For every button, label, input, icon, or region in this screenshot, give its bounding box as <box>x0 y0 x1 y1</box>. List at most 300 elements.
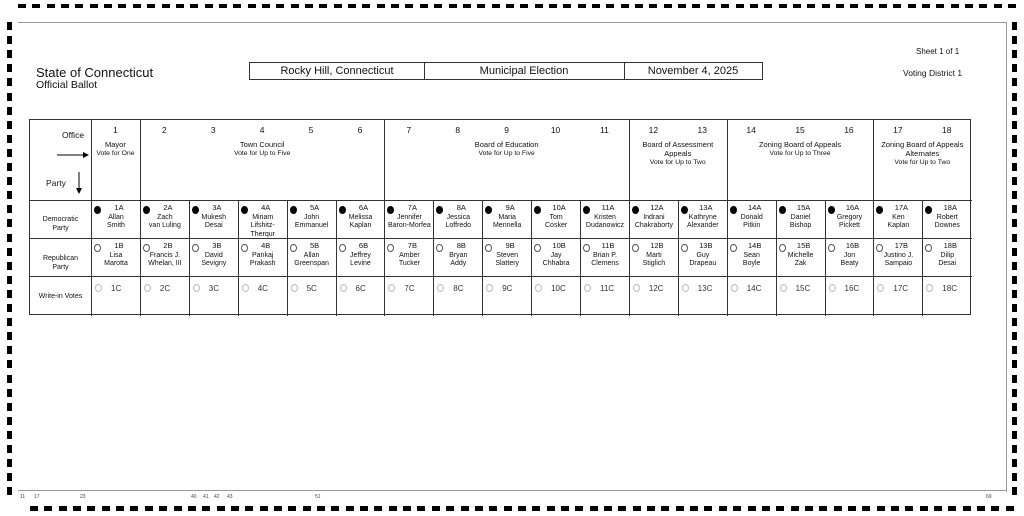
timing-mark <box>836 4 844 8</box>
write-in-code: 6C <box>355 284 366 293</box>
timing-mark <box>1012 234 1017 242</box>
timing-mark <box>73 506 81 511</box>
write-in-code: 14C <box>746 284 762 293</box>
footer-number: 23 <box>80 494 86 500</box>
timing-mark <box>991 506 999 511</box>
timing-mark <box>592 4 600 8</box>
candidate-name-line: Smith <box>107 222 125 229</box>
candidate-democratic <box>630 204 678 231</box>
timing-mark <box>905 506 913 511</box>
column-number: 8 <box>455 125 461 135</box>
row-label-republican: Republican Party <box>42 255 79 271</box>
candidate-code: 6A <box>358 203 369 212</box>
candidate-code: 1B <box>114 241 124 250</box>
timing-mark <box>190 4 198 8</box>
candidate-name-line: Jon <box>843 251 856 259</box>
write-in-oval[interactable] <box>340 284 347 292</box>
timing-mark <box>951 4 959 8</box>
vote-instruction: Vote for Up to Five <box>233 150 291 157</box>
candidate-republican <box>826 242 874 269</box>
write-in-code: 3C <box>208 284 220 293</box>
write-in-oval[interactable] <box>486 284 493 292</box>
candidate-democratic <box>581 204 629 231</box>
candidate-name-line: Allan <box>108 213 124 221</box>
timing-mark <box>463 4 471 8</box>
timing-mark <box>7 360 12 368</box>
timing-mark <box>1012 163 1017 171</box>
candidate-name-line: Pitkin <box>743 222 761 229</box>
timing-mark <box>518 506 526 511</box>
candidate-code: 15A <box>796 203 811 212</box>
timing-mark <box>1012 346 1017 354</box>
candidate-name-line: Sampaio <box>884 260 913 267</box>
grid-rule <box>30 200 972 201</box>
candidate-code: 15B <box>796 241 811 250</box>
write-in-oval[interactable] <box>633 284 640 292</box>
candidate-republican <box>679 242 727 269</box>
candidate-code: 2A <box>163 203 173 212</box>
timing-mark <box>7 487 12 495</box>
timing-mark <box>432 506 440 511</box>
timing-mark <box>1012 64 1017 72</box>
timing-mark <box>733 506 741 511</box>
timing-mark <box>205 4 213 8</box>
timing-mark <box>7 346 12 354</box>
candidate-name-line: Allan <box>303 251 320 259</box>
timing-mark <box>1012 417 1017 425</box>
timing-mark <box>118 4 126 8</box>
office-name: Board of Assessment Appeals <box>642 140 714 158</box>
timing-mark <box>7 78 12 86</box>
timing-mark <box>590 506 598 511</box>
write-in-oval[interactable] <box>242 284 249 292</box>
timing-mark <box>1012 149 1017 157</box>
office-title <box>384 140 629 158</box>
timing-mark <box>449 4 457 8</box>
timing-mark <box>7 248 12 256</box>
candidate-name-line: Baron-Morfea <box>387 222 431 229</box>
timing-mark <box>547 506 555 511</box>
candidate-code: 7A <box>407 203 417 212</box>
candidate-name-line: Maria <box>498 213 516 221</box>
write-in-oval[interactable] <box>144 284 151 292</box>
candidate-name-line: Whelan, III <box>148 260 182 267</box>
timing-mark <box>963 506 971 511</box>
timing-mark <box>130 506 138 511</box>
column-number: 18 <box>942 125 952 135</box>
timing-mark <box>779 4 787 8</box>
voting-district: Voting District 1 <box>903 68 963 78</box>
candidate-name-line: David <box>204 251 223 259</box>
write-in-code: 10C <box>551 284 566 293</box>
office-name: Board of Education <box>474 140 539 149</box>
timing-mark <box>1012 473 1017 481</box>
candidate-code: 4B <box>261 241 271 250</box>
timing-mark <box>879 4 887 8</box>
candidate-republican <box>141 242 189 269</box>
timing-mark <box>7 50 12 58</box>
ballot-grid <box>29 119 971 315</box>
candidate-name-line: Ken <box>892 213 905 221</box>
timing-mark <box>231 506 239 511</box>
timing-mark <box>44 506 52 511</box>
candidate-code: 4A <box>261 203 271 212</box>
timing-mark <box>1012 177 1017 185</box>
timing-mark <box>1012 78 1017 86</box>
column-number: 16 <box>844 125 854 135</box>
candidate-code: 10A <box>552 203 566 212</box>
candidate-democratic <box>385 204 433 231</box>
write-in-oval[interactable] <box>388 284 395 292</box>
timing-mark <box>217 506 225 511</box>
office-title <box>873 140 971 167</box>
write-in-code: 8C <box>453 284 464 293</box>
candidate-name-line: Desai <box>938 260 957 267</box>
timing-mark <box>664 4 672 8</box>
column-number: 1 <box>113 125 118 135</box>
timing-mark <box>7 64 12 72</box>
candidate-name-line: Guy <box>696 251 710 259</box>
timing-mark <box>618 506 626 511</box>
candidate-name-line: Jessica <box>446 213 470 221</box>
grid-rule <box>30 238 972 239</box>
candidate-code: 13B <box>699 241 713 250</box>
timing-mark <box>248 4 256 8</box>
write-in-oval[interactable] <box>829 284 836 292</box>
footer-number: 69 <box>986 494 992 500</box>
candidate-code: 8B <box>456 241 466 250</box>
candidate-code: 3A <box>212 203 222 212</box>
timing-mark <box>7 290 12 298</box>
timing-mark <box>1012 22 1017 30</box>
timing-mark <box>1012 36 1017 44</box>
timing-mark <box>504 506 512 511</box>
candidate-name-line: Sean <box>743 251 760 259</box>
timing-mark <box>793 4 801 8</box>
write-in-code: 17C <box>893 284 909 293</box>
timing-mark <box>7 417 12 425</box>
candidate-name-line: Stiglich <box>642 260 666 267</box>
write-in-code: 2C <box>159 284 171 293</box>
timing-mark <box>1012 93 1017 101</box>
timing-mark <box>1012 389 1017 397</box>
candidate-democratic <box>483 204 531 231</box>
timing-mark <box>578 4 586 8</box>
candidate-democratic <box>434 204 482 231</box>
timing-mark <box>736 4 744 8</box>
timing-mark <box>116 506 124 511</box>
write-in-code: 7C <box>404 284 415 293</box>
write-in-code: 16C <box>844 284 860 293</box>
timing-mark <box>7 234 12 242</box>
candidate-republican <box>483 242 531 269</box>
timing-mark <box>346 506 354 511</box>
timing-mark <box>977 506 985 511</box>
timing-mark <box>1006 506 1014 511</box>
timing-mark <box>133 4 141 8</box>
candidate-democratic <box>874 204 922 231</box>
timing-mark <box>202 506 210 511</box>
timing-mark <box>661 506 669 511</box>
timing-mark <box>331 506 339 511</box>
write-in-oval[interactable] <box>95 284 102 292</box>
ballot-type: Official Ballot <box>36 79 98 91</box>
timing-mark <box>1012 248 1017 256</box>
candidate-name-line: Beaty <box>840 260 859 267</box>
candidate-code: 18A <box>943 203 957 212</box>
write-in-oval[interactable] <box>780 284 787 292</box>
candidate-name-line: Melissa <box>348 213 373 221</box>
candidate-name-line: Kaplan <box>349 222 372 229</box>
timing-mark <box>635 4 643 8</box>
write-in-code: 4C <box>257 284 268 293</box>
timing-mark <box>489 506 497 511</box>
timing-mark <box>7 304 12 312</box>
timing-mark <box>948 506 956 511</box>
timing-mark <box>274 506 282 511</box>
page-border <box>18 490 1006 491</box>
candidate-name-line: Cosker <box>545 222 568 229</box>
candidate-republican <box>532 242 580 269</box>
timing-mark <box>87 506 95 511</box>
write-in-oval[interactable] <box>584 284 591 292</box>
timing-mark <box>319 4 327 8</box>
candidate-name-line: Mukesh <box>201 213 227 221</box>
candidate-name-line: Tucker <box>398 260 420 267</box>
candidate-democratic <box>190 204 238 231</box>
timing-mark <box>461 506 469 511</box>
column-number: 3 <box>210 125 216 135</box>
timing-mark <box>75 4 83 8</box>
candidate-code: 6B <box>358 241 369 250</box>
candidate-name-line: Kathryne <box>688 213 717 221</box>
candidate-name-line: Pankaj <box>251 251 274 259</box>
column-number: 4 <box>259 125 265 135</box>
write-in-code: 9C <box>502 284 513 293</box>
candidate-name-line: van Luling <box>148 222 181 229</box>
timing-mark <box>59 506 67 511</box>
timing-mark <box>1012 403 1017 411</box>
footer-number: 42 <box>214 494 220 500</box>
timing-mark <box>7 36 12 44</box>
footer-number: 41 <box>203 494 209 500</box>
column-number: 7 <box>406 125 412 135</box>
candidate-name-line: Emmanuel <box>294 222 329 229</box>
timing-mark <box>90 4 98 8</box>
timing-mark <box>1012 135 1017 143</box>
timing-mark <box>477 4 485 8</box>
candidate-republican <box>288 242 336 269</box>
timing-mark <box>7 473 12 481</box>
timing-mark <box>260 506 268 511</box>
timing-mark <box>377 4 385 8</box>
write-in-oval[interactable] <box>926 284 933 292</box>
candidate-name-line: Tom <box>549 213 563 221</box>
candidate-code: 5B <box>310 241 320 250</box>
timing-mark <box>7 177 12 185</box>
candidate-name-line: Addy <box>450 260 467 267</box>
write-in-code: 5C <box>306 284 317 293</box>
timing-mark <box>374 506 382 511</box>
write-in-oval[interactable] <box>535 284 542 292</box>
write-in-oval[interactable] <box>682 284 689 292</box>
candidate-code: 16A <box>845 203 860 212</box>
timing-mark <box>621 4 629 8</box>
column-number: 15 <box>795 125 805 135</box>
timing-mark <box>704 506 712 511</box>
candidate-name-line: Boyle <box>742 260 761 267</box>
sheet-number: Sheet 1 of 1 <box>916 47 960 56</box>
candidate-republican <box>630 242 678 269</box>
write-in-oval[interactable] <box>877 284 884 292</box>
candidate-name-line: Amber <box>399 251 420 259</box>
candidate-democratic <box>728 204 776 231</box>
timing-mark <box>475 506 483 511</box>
candidate-democratic <box>239 204 287 239</box>
timing-mark <box>7 318 12 326</box>
timing-mark <box>1008 4 1016 8</box>
timing-mark <box>1012 487 1017 495</box>
office-title <box>140 140 385 158</box>
timing-mark <box>434 4 442 8</box>
timing-mark <box>389 506 397 511</box>
candidate-code: 8A <box>456 203 466 212</box>
timing-mark <box>965 4 973 8</box>
timing-mark <box>7 262 12 270</box>
timing-mark <box>492 4 500 8</box>
row-label-democratic: Democratic Party <box>42 216 79 232</box>
candidate-name-line: Lisa <box>109 251 123 259</box>
candidate-democratic <box>532 204 580 231</box>
timing-mark <box>848 506 856 511</box>
candidate-name-line: Zak <box>794 260 807 267</box>
candidate-name-line: Miriam <box>252 213 274 221</box>
timing-mark <box>405 4 413 8</box>
party-label: Party <box>46 178 66 188</box>
timing-mark <box>403 506 411 511</box>
write-in-oval[interactable] <box>193 284 200 292</box>
grid-rule <box>30 276 972 277</box>
candidate-republican <box>385 242 433 269</box>
office-name-line2: Alternates <box>905 149 940 158</box>
candidate-democratic <box>141 204 189 231</box>
write-in-oval[interactable] <box>731 284 738 292</box>
candidate-code: 12B <box>650 241 664 250</box>
timing-mark <box>7 389 12 397</box>
timing-mark <box>7 332 12 340</box>
column-number: 13 <box>697 125 707 135</box>
timing-mark <box>807 4 815 8</box>
candidate-republican <box>92 242 140 269</box>
page-border <box>1006 22 1007 492</box>
timing-mark <box>1012 332 1017 340</box>
timing-mark <box>334 4 342 8</box>
office-title <box>727 140 874 158</box>
write-in-oval[interactable] <box>437 284 444 292</box>
page-border <box>18 22 1006 23</box>
office-title <box>629 140 727 167</box>
candidate-name-line: Donald <box>740 213 763 221</box>
candidate-name-line: Drapeau <box>689 260 717 267</box>
timing-mark <box>850 4 858 8</box>
timing-mark <box>690 506 698 511</box>
election-box: Municipal Election <box>424 62 625 80</box>
timing-mark <box>791 506 799 511</box>
column-number: 5 <box>308 125 314 135</box>
office-label: Office <box>62 130 85 140</box>
timing-mark <box>145 506 153 511</box>
timing-mark <box>819 506 827 511</box>
timing-mark <box>1012 459 1017 467</box>
column-number: 12 <box>648 125 659 135</box>
timing-mark <box>1012 50 1017 58</box>
timing-mark <box>1012 304 1017 312</box>
timing-mark <box>649 4 657 8</box>
timing-mark <box>188 506 196 511</box>
timing-mark <box>549 4 557 8</box>
candidate-republican <box>728 242 776 269</box>
candidate-name-line: Robert <box>936 213 958 221</box>
candidate-name-line: Jay <box>550 251 562 259</box>
timing-mark <box>303 506 311 511</box>
write-in-code: 11C <box>600 284 615 293</box>
timing-mark <box>32 4 40 8</box>
candidate-name-line: Jennifer <box>396 213 422 221</box>
candidate-name-line: Kaplan <box>887 222 910 229</box>
column-number: 6 <box>357 125 363 135</box>
candidate-republican <box>239 242 287 269</box>
candidate-republican <box>190 242 238 269</box>
timing-mark <box>891 506 899 511</box>
state-title: State of Connecticut <box>36 65 154 80</box>
timing-mark <box>676 506 684 511</box>
candidate-code: 17B <box>894 241 909 250</box>
candidate-name-line: Lifshitz-Therqur <box>250 222 275 238</box>
candidate-code: 13A <box>699 203 713 212</box>
timing-mark <box>908 4 916 8</box>
office-title <box>91 140 140 158</box>
footer-number: 11 <box>20 494 26 500</box>
write-in-code: 1C <box>111 284 122 293</box>
timing-mark <box>1012 360 1017 368</box>
timing-mark <box>1012 431 1017 439</box>
timing-mark <box>520 4 528 8</box>
timing-mark <box>678 4 686 8</box>
timing-mark <box>692 4 700 8</box>
timing-mark <box>934 506 942 511</box>
timing-mark <box>1012 445 1017 453</box>
write-in-code: 12C <box>648 284 664 293</box>
candidate-name-line: Marti <box>646 251 662 259</box>
candidate-name-line: Jeffrey <box>350 251 371 259</box>
timing-mark <box>348 4 356 8</box>
footer-number: 17 <box>34 494 40 500</box>
down-arrow-icon <box>75 172 83 194</box>
candidate-name-line: Brian P. <box>593 251 617 259</box>
timing-mark <box>305 4 313 8</box>
candidate-code: 9B <box>505 241 515 250</box>
timing-mark <box>391 4 399 8</box>
candidate-democratic <box>92 204 140 231</box>
vote-instruction: Vote for Up to Two <box>894 159 951 166</box>
column-number: 17 <box>893 125 903 135</box>
timing-mark <box>174 506 182 511</box>
timing-mark <box>7 163 12 171</box>
timing-mark <box>7 445 12 453</box>
write-in-oval[interactable] <box>291 284 298 292</box>
timing-mark <box>1012 290 1017 298</box>
column-number: 11 <box>600 125 609 135</box>
